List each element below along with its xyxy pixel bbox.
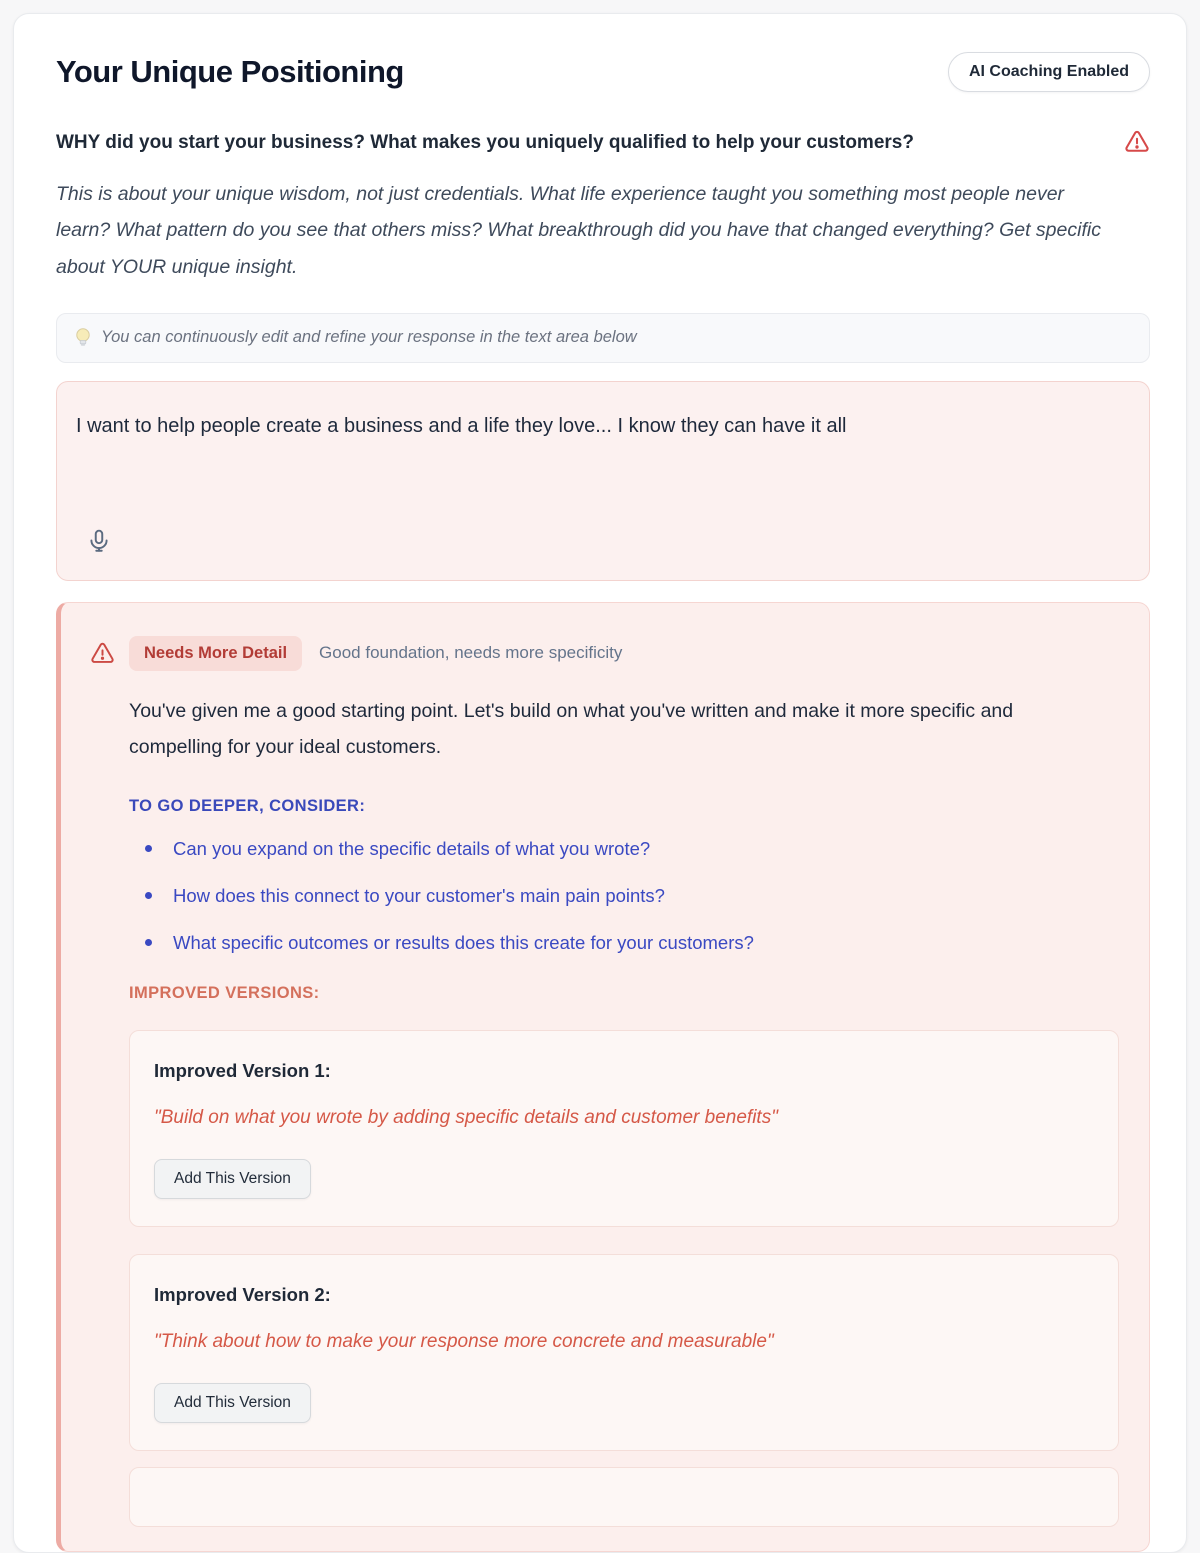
version-quote: "Think about how to make your response more concrete and measurable" — [154, 1330, 774, 1352]
feedback-status-text: Good foundation, needs more specificity — [319, 643, 623, 663]
improved-version-card-3-partial — [129, 1467, 1119, 1527]
tip-text: You can continuously edit and refine your response in the text area below — [101, 328, 637, 347]
deeper-item: Can you expand on the specific details of what you wrote? — [129, 836, 1119, 863]
ai-feedback-panel — [56, 602, 1150, 1552]
question-label: WHY did you start your business? What makes you uniquely qualified to help your customers? — [56, 132, 914, 153]
feedback-body — [129, 636, 1119, 1527]
tip-banner — [56, 313, 1150, 363]
lightbulb-icon — [74, 327, 92, 349]
response-area — [56, 381, 1150, 581]
question-hint: This is about your unique wisdom, not just credentials. What life experience taught you something most people never learn? What pattern do you see that others miss? What breakthrough did you have that changed everything? Get specific about YOUR unique insight. — [56, 182, 1101, 278]
page-title: Your Unique Positioning — [56, 54, 404, 89]
add-version-button[interactable]: Add This Version — [154, 1159, 311, 1199]
feedback-warning-icon — [90, 641, 115, 666]
response-textarea[interactable] — [57, 382, 1149, 527]
add-version-button[interactable]: Add This Version — [154, 1383, 311, 1423]
improved-versions-heading: IMPROVED VERSIONS: — [129, 984, 320, 1003]
improved-version-card-1 — [129, 1030, 1119, 1227]
feedback-message: You've given me a good starting point. Let's build on what you've written and make it more specific and compelling for your ideal customers. — [129, 699, 1014, 759]
ai-coaching-badge: AI Coaching Enabled — [948, 52, 1150, 92]
microphone-button[interactable] — [84, 528, 114, 558]
version-title: Improved Version 2: — [154, 1283, 331, 1305]
warning-icon — [1124, 129, 1150, 155]
deeper-heading: TO GO DEEPER, CONSIDER: — [129, 796, 366, 815]
microphone-icon — [86, 542, 112, 557]
improved-version-card-2 — [129, 1254, 1119, 1451]
positioning-card — [13, 13, 1187, 1553]
version-title: Improved Version 1: — [154, 1060, 331, 1082]
deeper-item: What specific outcomes or results does this create for your customers? — [129, 930, 1119, 957]
feedback-header — [129, 636, 1119, 671]
card-header — [56, 52, 1150, 92]
question-row — [56, 130, 1150, 157]
deeper-item: How does this connect to your customer's main pain points? — [129, 883, 1119, 910]
deeper-list — [129, 836, 1119, 956]
feedback-level-badge: Needs More Detail — [129, 636, 302, 671]
version-quote: "Build on what you wrote by adding specific details and customer benefits" — [154, 1107, 778, 1129]
